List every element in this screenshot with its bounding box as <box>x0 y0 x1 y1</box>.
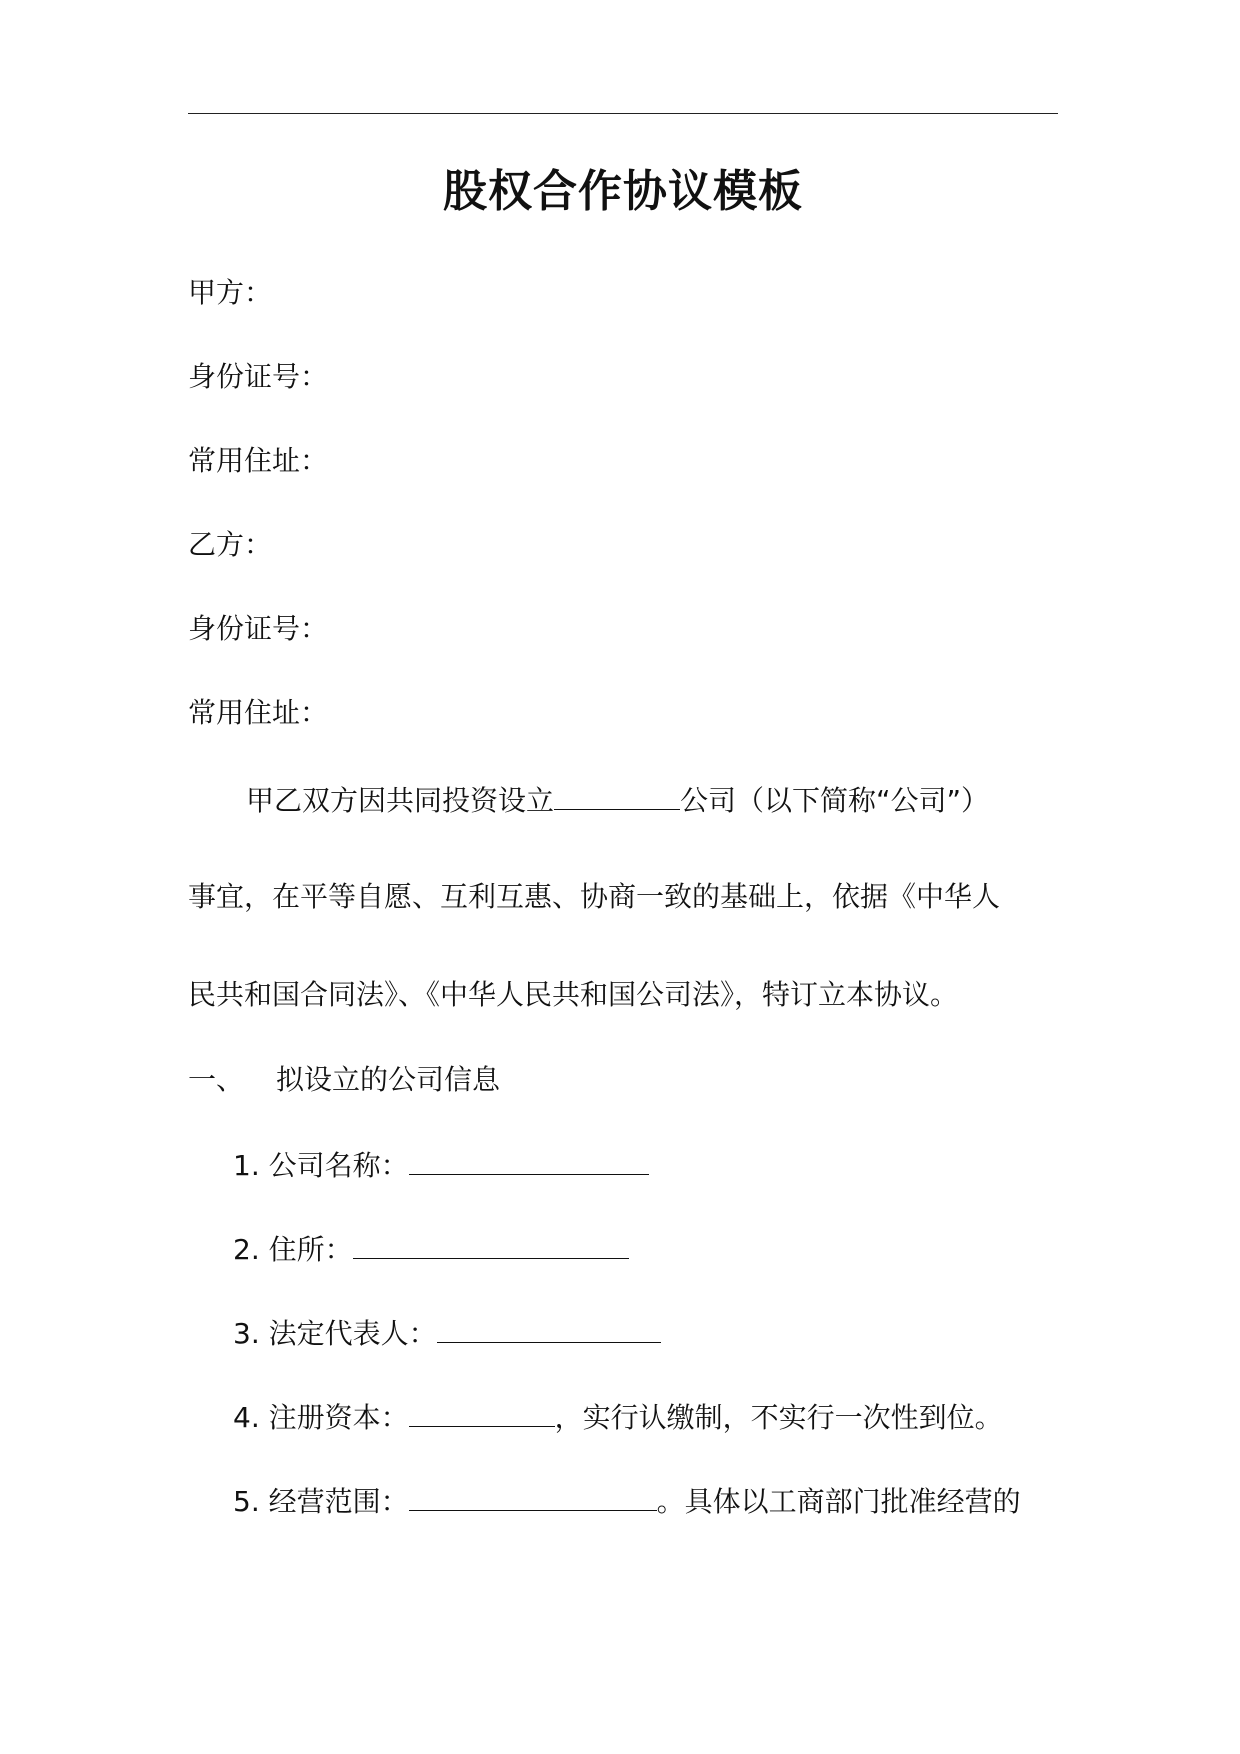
business-scope-blank <box>409 1480 657 1511</box>
party-a-label: 甲方： <box>188 276 273 309</box>
intro-line-3: 民共和国合同法》、《中华人民共和国公司法》，特订立本协议。 <box>188 978 959 1011</box>
item-address <box>233 1228 629 1270</box>
intro-line-2: 事宜，在平等自愿、互利互惠、协商一致的基础上，依据《中华人 <box>188 880 1001 913</box>
item-business-scope <box>233 1480 1021 1522</box>
item-label: 4. 注册资本： <box>233 1401 409 1434</box>
document-title: 股权合作协议模板 <box>443 166 803 217</box>
legal-representative-blank <box>437 1312 661 1343</box>
party-a-address-label: 常用住址： <box>188 444 329 477</box>
section-1-title: 拟设立的公司信息 <box>276 1063 501 1096</box>
item-company-name <box>233 1144 649 1186</box>
intro-line-1 <box>188 779 1116 821</box>
item-label: 3. 法定代表人： <box>233 1317 437 1350</box>
section-1-heading <box>188 1060 500 1100</box>
address-blank <box>353 1228 629 1259</box>
item-label: 1. 公司名称： <box>233 1149 409 1182</box>
item-after-text: 。具体以工商部门批准经营的 <box>656 1485 1021 1518</box>
party-a-id-label: 身份证号： <box>188 360 329 393</box>
intro-text-before-blank: 甲乙双方因共同投资设立 <box>246 784 555 817</box>
company-blank <box>554 779 680 810</box>
intro-text-after-blank: 公司（以下简称“公司”） <box>680 784 990 817</box>
party-b-address-label: 常用住址： <box>188 696 329 729</box>
item-registered-capital <box>233 1396 1003 1438</box>
registered-capital-blank <box>409 1396 555 1427</box>
party-b-id-label: 身份证号： <box>188 612 329 645</box>
item-label: 5. 经营范围： <box>233 1485 409 1518</box>
item-legal-representative <box>233 1312 661 1354</box>
company-name-blank <box>409 1144 649 1175</box>
party-b-label: 乙方： <box>188 528 273 561</box>
item-after-text: ，实行认缴制，不实行一次性到位。 <box>554 1401 1003 1434</box>
section-1-number: 一、 <box>188 1063 245 1096</box>
header-rule <box>188 113 1058 114</box>
item-label: 2. 住所： <box>233 1233 353 1266</box>
